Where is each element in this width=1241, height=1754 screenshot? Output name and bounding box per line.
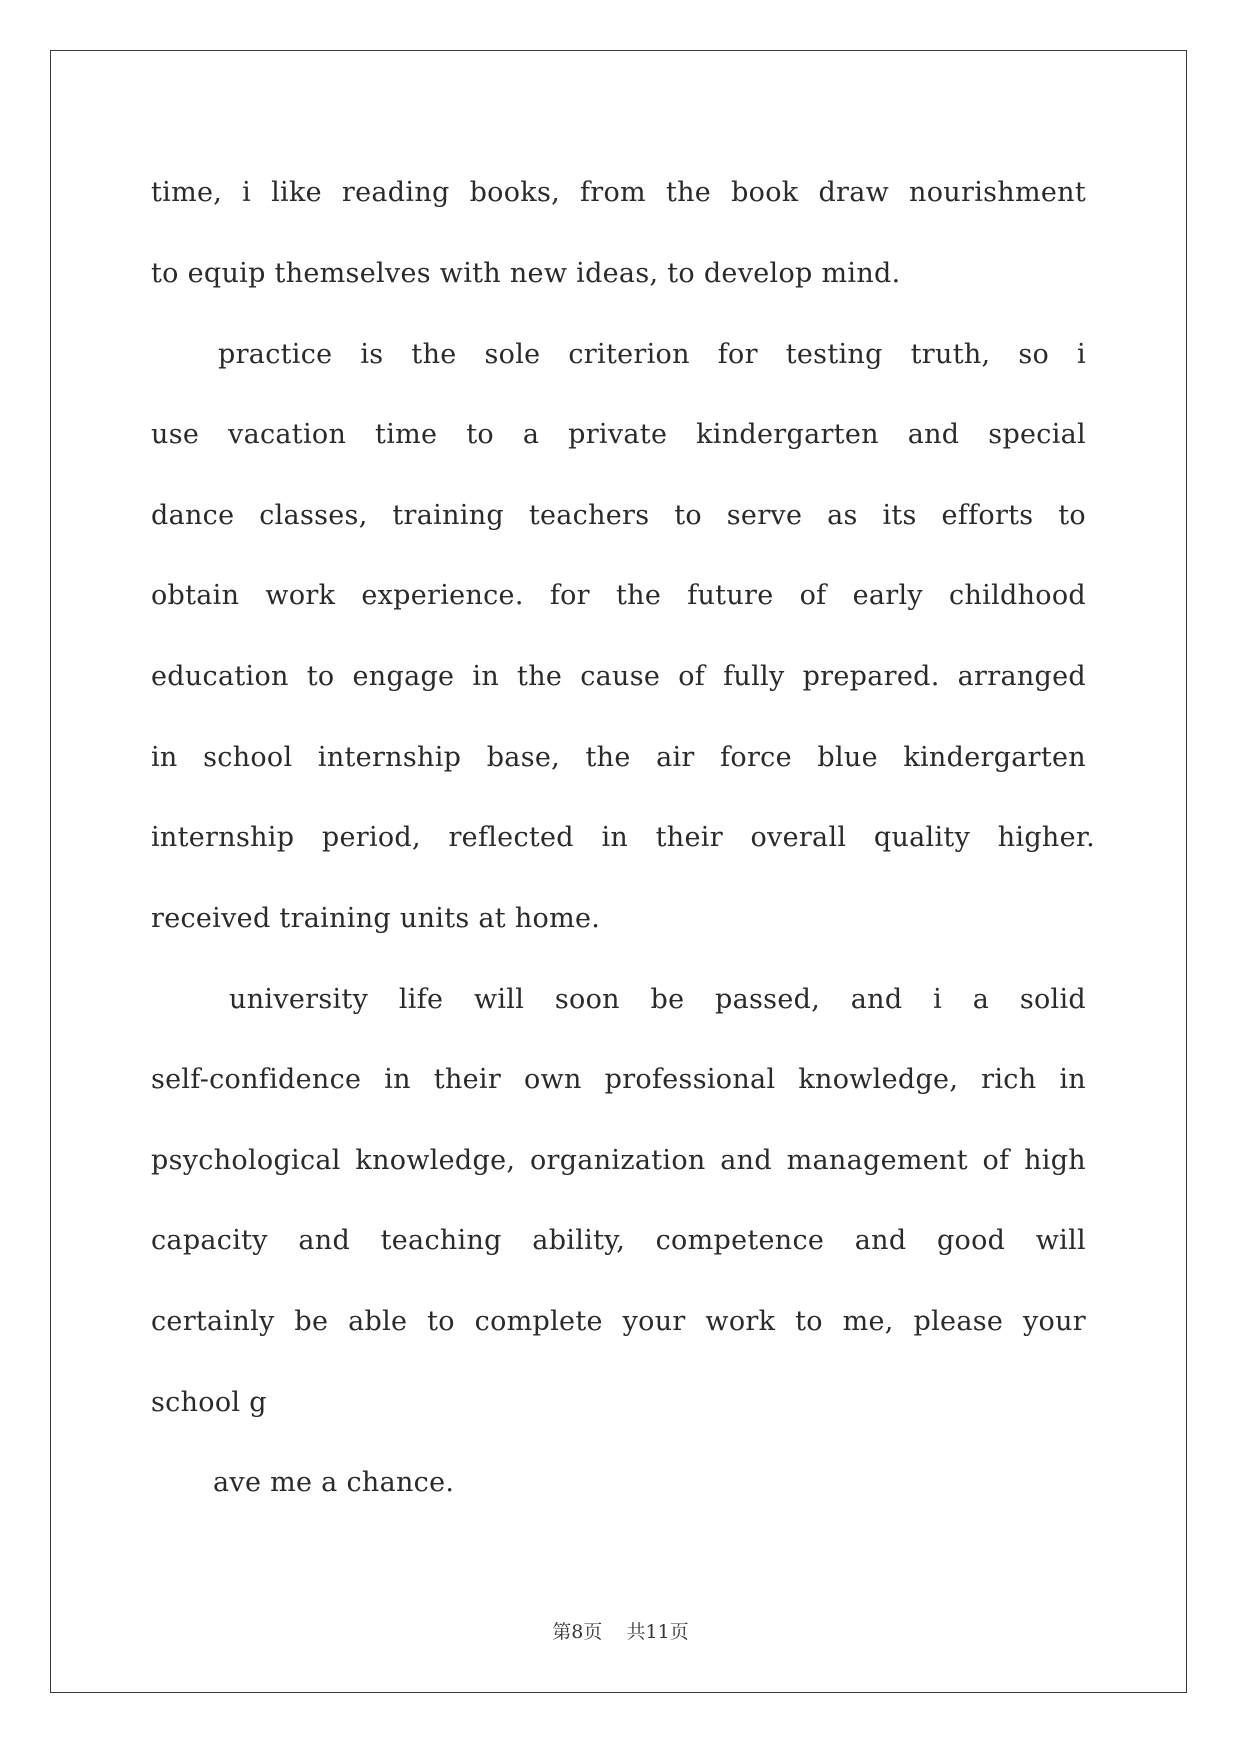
page-border <box>50 50 1187 1693</box>
text-line: certainly be able to complete your work to me, please your <box>151 1306 1086 1337</box>
text-line: school g <box>151 1387 267 1418</box>
text-line: education to engage in the cause of fully prepared. arranged <box>151 661 1086 692</box>
paragraph-line: ave me a chance. <box>213 1467 455 1498</box>
text-line: capacity and teaching ability, competence and good will <box>151 1225 1086 1256</box>
text-line: dance classes, training teachers to serve as its efforts to <box>151 500 1086 531</box>
page-number: 第8页 <box>552 1621 603 1643</box>
text-line: internship period, reflected in their overall quality higher. <box>151 822 1095 853</box>
text-line: obtain work experience. for the future of early childhood <box>151 580 1086 611</box>
text-line: in school internship base, the air force blue kindergarten <box>151 742 1086 773</box>
page-total: 共11页 <box>626 1621 689 1643</box>
text-line: to equip themselves with new ideas, to develop mind. <box>151 258 901 289</box>
text-line: self-confidence in their own professional knowledge, rich in <box>151 1064 1086 1095</box>
paragraph-first-line: practice is the sole criterion for testing truth, so i <box>218 339 1086 370</box>
text-line: received training units at home. <box>151 903 601 934</box>
text-line: time, i like reading books, from the book draw nourishment <box>151 177 1086 208</box>
text-line: psychological knowledge, organization and management of high <box>151 1145 1086 1176</box>
page-footer <box>0 1620 1241 1644</box>
paragraph-first-line: university life will soon be passed, and i a solid <box>229 984 1086 1015</box>
text-line: use vacation time to a private kindergarten and special <box>151 419 1086 450</box>
